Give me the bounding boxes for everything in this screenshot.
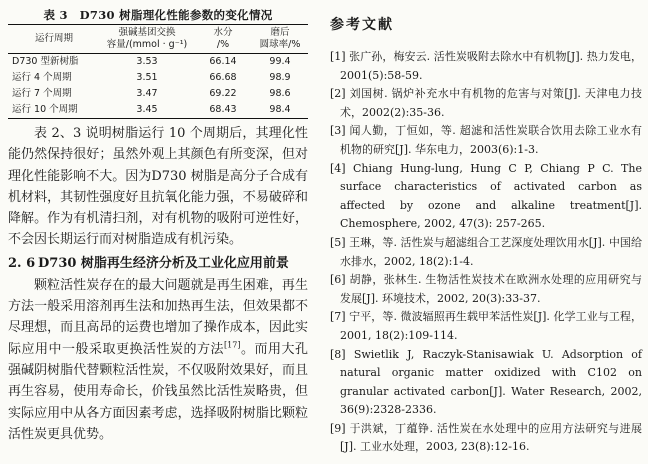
section-number: 2. 6 xyxy=(8,255,36,271)
header-period: 运行周期 xyxy=(34,33,73,44)
header-moisture-line2: /% xyxy=(216,39,230,50)
cell-rate: 98.9 xyxy=(269,72,291,83)
reference-item: [3] 闻人勤，丁恒如，等. 超滤和活性炭联合饮用去除工业水有机物的研究[J]. 华东电力，2003(6):1-3. xyxy=(330,124,642,156)
header-rate xyxy=(252,25,308,54)
reference-item: [7] 宁平，等. 微波辐照再生载甲苯活性炭[J]. 化学工业与工程，2001, 18(2):109-114. xyxy=(330,310,642,342)
cell-rate: 98.6 xyxy=(269,88,291,99)
table-row xyxy=(8,70,308,86)
header-moisture xyxy=(194,25,252,54)
section-heading xyxy=(8,253,308,275)
paragraph-2-text-a: 颗粒活性炭存在的最大问题就是再生困难，再生方法一般采用溶剂再生法和加热再生法，但效果都不尽理想，而且高昂的运费也增加了操作成本，因此实际应用中一般采取更换活性炭的方法 xyxy=(8,277,308,357)
section-title: D730 树脂再生经济分析及工业化应用前景 xyxy=(38,255,289,271)
header-rate-line1: 磨后 xyxy=(270,27,290,38)
body-paragraph-2 xyxy=(8,275,308,445)
cell-period: D730 型新树脂 xyxy=(12,56,79,67)
reference-item: [5] 王琳，等. 活性炭与超滤组合工艺深度处理饮用水[J]. 中国给水排水，2002, 18(2):1-4. xyxy=(330,235,642,268)
cell-moisture: 68.43 xyxy=(209,104,237,115)
paragraph-2 xyxy=(8,275,308,445)
cell-moisture: 66.14 xyxy=(209,56,237,67)
table-caption: 表 3 D730 树脂理化性能参数的变化情况 xyxy=(43,8,273,22)
right-column xyxy=(330,6,642,457)
cell-rate: 99.4 xyxy=(269,56,291,67)
header-moisture-line1: 水分 xyxy=(213,27,233,38)
left-column xyxy=(8,6,308,445)
reference-item: [4] Chiang Hung-lung, Hung C P, Chiang P C. The surface characteristics of activated carbon as affected by ozone and alkaline treatment[J]. Chemosphere, 2002, 47(3): 257-265. xyxy=(330,161,642,231)
paragraph-1-text: 表 2、3 说明树脂运行 10 个周期后，其理化性能仍然保持很好；虽然外观上其颜色有所变深，但对理化性能影响不大。因为D730 树脂是高分子合成有机材料，其韧性强度好且抗氧化能力强，不易破碎和降解。作为有机清扫剂，对有机物的吸附可逆性好，不会因长期运行而对树脂造成有机污染。 xyxy=(8,126,308,248)
cell-period: 运行 10 个周期 xyxy=(12,104,78,115)
cell-moisture: 69.22 xyxy=(209,88,237,99)
header-capacity-line1: 强碱基团交换 xyxy=(118,27,176,38)
reference-item: [9] 于洪斌，丁蕴铮. 活性炭在水处理中的应用方法研究与进展[J]. 工业水处理，2003, 23(8):12-16. xyxy=(330,421,642,454)
cell-capacity: 3.45 xyxy=(136,104,158,115)
table-row xyxy=(8,102,308,119)
paragraph-2-text-b: 。而用大孔强碱阴树脂代替颗粒活性炭，不仅吸附效果好，而且再生容易，使用寿命长，价钱虽然比活性炭略贵，但实际应用中从各方面因素考虑，选择吸附树脂比颗粒活性炭更具优势。 xyxy=(8,341,308,442)
header-capacity-line2: 容量/(mmol · g⁻¹) xyxy=(106,39,188,50)
header-capacity xyxy=(100,25,194,54)
cell-capacity: 3.53 xyxy=(136,56,158,67)
cell-capacity: 3.47 xyxy=(136,88,158,99)
reference-item: [1] 张广孙，梅安云. 活性炭吸附去除水中有机物[J]. 热力发电，2001(5):58-59. xyxy=(330,50,642,82)
table-row xyxy=(8,54,308,71)
citation-marker: [17] xyxy=(224,340,241,350)
table-header-row xyxy=(8,25,308,54)
cell-rate: 98.4 xyxy=(269,104,291,115)
body-paragraph-1 xyxy=(8,123,308,251)
reference-item: [6] 胡静，张林生. 生物活性炭技术在欧洲水处理的应用研究与发展[J]. 环境技术，2002, 20(3):33-37. xyxy=(330,273,642,305)
cell-capacity: 3.51 xyxy=(136,72,158,83)
cell-moisture: 66.68 xyxy=(209,72,237,83)
references-title: 参考文献 xyxy=(330,17,394,33)
header-rate-line2: 圆球率/% xyxy=(259,39,301,50)
cell-period: 运行 4 个周期 xyxy=(12,72,72,83)
resin-property-table xyxy=(8,24,308,119)
reference-list xyxy=(330,48,642,457)
table-row xyxy=(8,86,308,102)
cell-period: 运行 7 个周期 xyxy=(12,88,72,99)
reference-item: [8] Swietlik J, Raczyk-Stanisawiak U. Adsorption of natural organic matter oxidized with C102 on granular activated carbon[J]. Water Research, 2002, 36(9):2328-2336. xyxy=(330,347,642,417)
reference-item: [2] 刘国树. 锅炉补充水中有机物的危害与对策[J]. 天津电力技术，2002(2):35-36. xyxy=(330,87,642,119)
